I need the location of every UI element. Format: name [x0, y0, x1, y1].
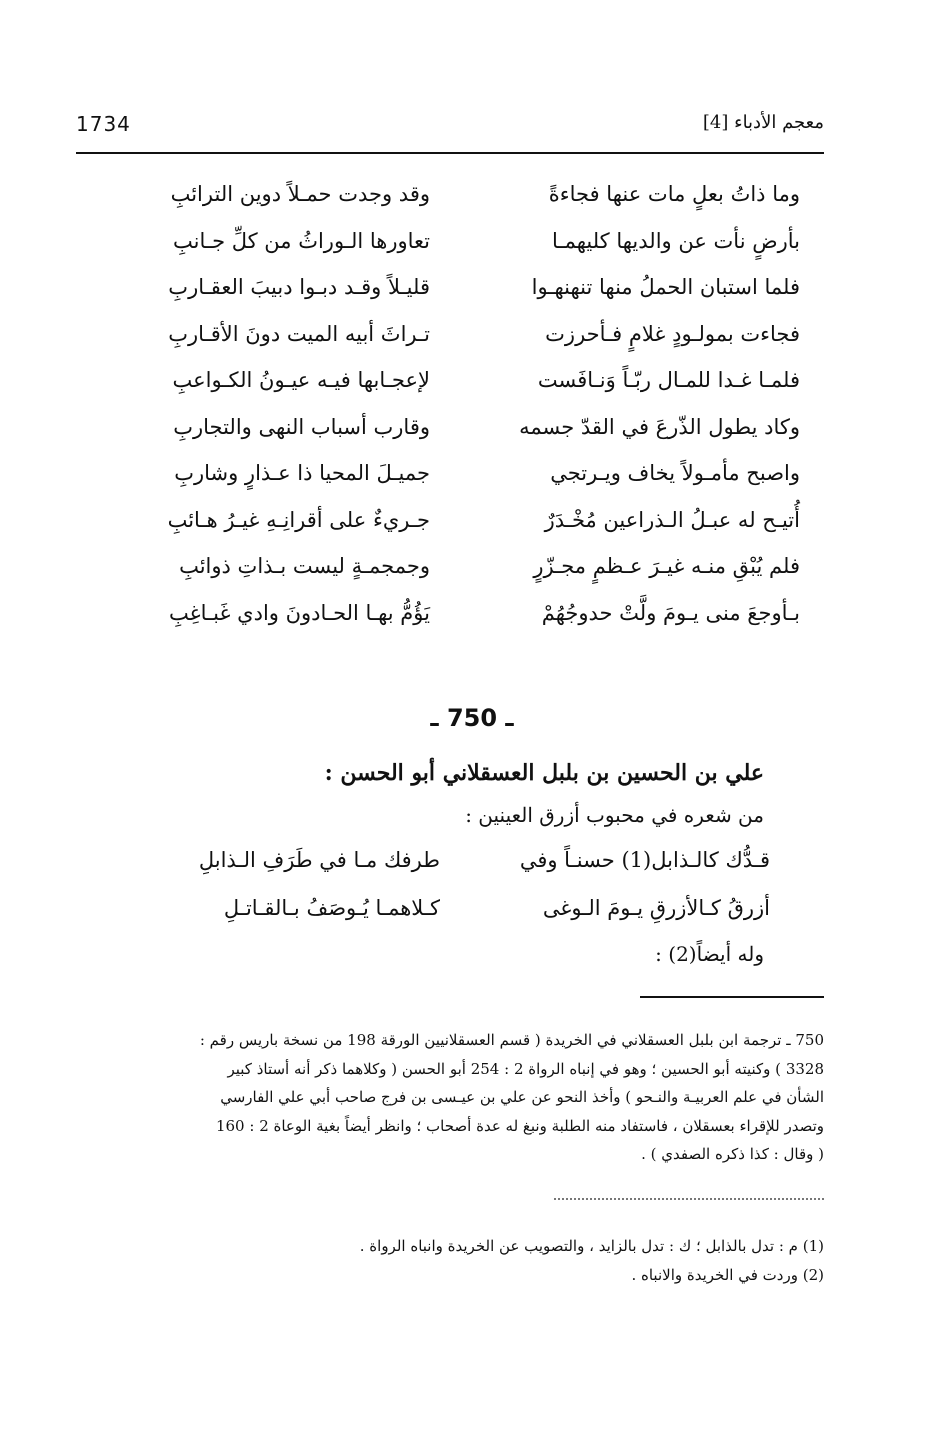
- entry-also: وله أيضاً(2) :: [655, 942, 764, 966]
- poem-verse: [90, 275, 800, 322]
- page-header: [76, 112, 824, 142]
- verse-second-hemistich: يَؤُمُّ بهـا الحـادونَ وادي غَبـاغِبِ: [169, 600, 430, 625]
- bio-note: [76, 1026, 824, 1169]
- bio-note-line: وتصدر للإقراء بعسقلان ، فاستفاد منه الطلبة ونبغ له عدة أصحاب ؛ وانظر أيضاً بغية الوعاة 2 : 160: [215, 1116, 824, 1135]
- verse-first-hemistich: بأرضٍ نأت عن والديها كليهمـا: [552, 228, 800, 253]
- verse-second-hemistich: وقد وجدت حمـلاً دوين الترائبِ: [170, 182, 430, 206]
- bio-note-line: ( وقال : كذا ذكره الصفدي ) .: [641, 1145, 824, 1163]
- poem-verse: [90, 415, 800, 462]
- poem-verse: [120, 896, 770, 944]
- footnote: (1) م : تدل بالذابل ؛ ك : تدل بالزايد ، والتصويب عن الخريدة وانباه الرواة .: [359, 1237, 824, 1255]
- verse-first-hemistich: فجاءت بمولـودٍ غلامٍ فـأحرزت: [545, 321, 800, 346]
- entry-number: ـ 750 ـ: [430, 704, 514, 732]
- poem-verse: [90, 182, 800, 229]
- poem-verse: [120, 848, 770, 896]
- footnote-rule: [640, 996, 824, 998]
- verse-first-hemistich: فلما استبان الحملُ منها تنهنهـوا: [531, 275, 800, 299]
- poem-verse: [90, 368, 800, 415]
- verse-first-hemistich: قـدُّك كالـذابل(1) حسنـاً وفي: [519, 848, 770, 872]
- verse-first-hemistich: فلمـا غـدا للمـال ربّـاً وَنـافَست: [537, 368, 800, 392]
- footnotes: [224, 1232, 824, 1290]
- verse-second-hemistich: تعاورها الـوراثُ من كلِّ جـانبِ: [173, 228, 430, 253]
- poem-verse: [90, 508, 800, 555]
- verse-second-hemistich: كـلاهمـا يُـوصَفُ بـالقـاتـلِ: [223, 896, 440, 920]
- verse-first-hemistich: وما ذاتُ بعلٍ مات عنها فجاءةً: [548, 182, 800, 206]
- verse-second-hemistich: قليـلاً وقـد دبـوا دبيبَ العقـاربِ: [168, 275, 430, 299]
- dotted-separator: [554, 1198, 824, 1200]
- bio-note-line: 750 ـ ترجمة ابن بلبل العسقلاني في الخريدة ( قسم العسقلانيين الورقة 198 من نسخة باريس رقم :: [199, 1031, 824, 1049]
- poem: [90, 182, 800, 647]
- poem-verse: [90, 461, 800, 508]
- bio-note-line: الشأن في علم العربيـة والنـحو ) وأخذ النحو عن علي بن عيـسى بن فرج صاحب أبي علي الفارسي: [220, 1088, 824, 1106]
- verse-second-hemistich: وقارب أسباب النهى والتجاربِ: [173, 414, 430, 439]
- verse-first-hemistich: أزرقُ كـالأزرقِ يـومَ الـوغى: [542, 896, 770, 920]
- header-rule: [76, 152, 824, 154]
- bio-note-line: 3328 ) وكنيته أبو الحسين ؛ وهو في إنباه الرواة 2 : 254 أبو الحسن ( وكلاهما ذكر أنه أستاذ كبير: [227, 1059, 824, 1078]
- verse-second-hemistich: تـراثَ أبيه الميت دونَ الأقـاربِ: [168, 321, 430, 346]
- verse-first-hemistich: وكاد يطول الذّرعَ في القدّ جسمه: [519, 414, 800, 439]
- verse-second-hemistich: جميـلَ المحيا ذا عـذارٍ وشاربِ: [174, 461, 430, 485]
- book-title: معجم الأدباء [4]: [702, 112, 824, 133]
- verse-first-hemistich: واصبح مأمـولاً يخاف ويـرتجي: [550, 461, 800, 485]
- verse-first-hemistich: فلم يُبْقِ منـه غيـرَ عـظمٍ مجـزّرٍ: [533, 554, 800, 578]
- poem-verse: [90, 554, 800, 601]
- entry-title: علي بن الحسين بن بلبل العسقلاني أبو الحسن :: [324, 760, 764, 786]
- verse-second-hemistich: وجمجمـةٍ ليست بـذاتِ ذوائبِ: [179, 554, 430, 578]
- poem-verse: [90, 601, 800, 648]
- verse-first-hemistich: أُتيـح له عبـلُ الـذراعين مُخْـدَرٌ: [544, 507, 800, 532]
- verse-second-hemistich: لإعجـابها فيـه عيـونُ الكـواعبِ: [172, 368, 430, 392]
- poem-verse: [90, 322, 800, 369]
- poem-verse: [90, 229, 800, 276]
- verse-second-hemistich: طرفك مـا في طَرَفِ الـذابلِ: [198, 848, 440, 872]
- verse-first-hemistich: بـأوجعَ منى يـومَ ولَّتْ حدوجُهُمْ: [541, 600, 800, 625]
- entry-intro: من شعره في محبوب أزرق العينين :: [465, 803, 764, 827]
- entry-poem: [120, 848, 770, 944]
- footnote: (2) وردت في الخريدة والانباه .: [631, 1266, 824, 1284]
- page-number: 1734: [76, 112, 131, 136]
- verse-second-hemistich: جـريءٌ على أقرانِـهِ غيـرُ هـائبِ: [167, 507, 430, 532]
